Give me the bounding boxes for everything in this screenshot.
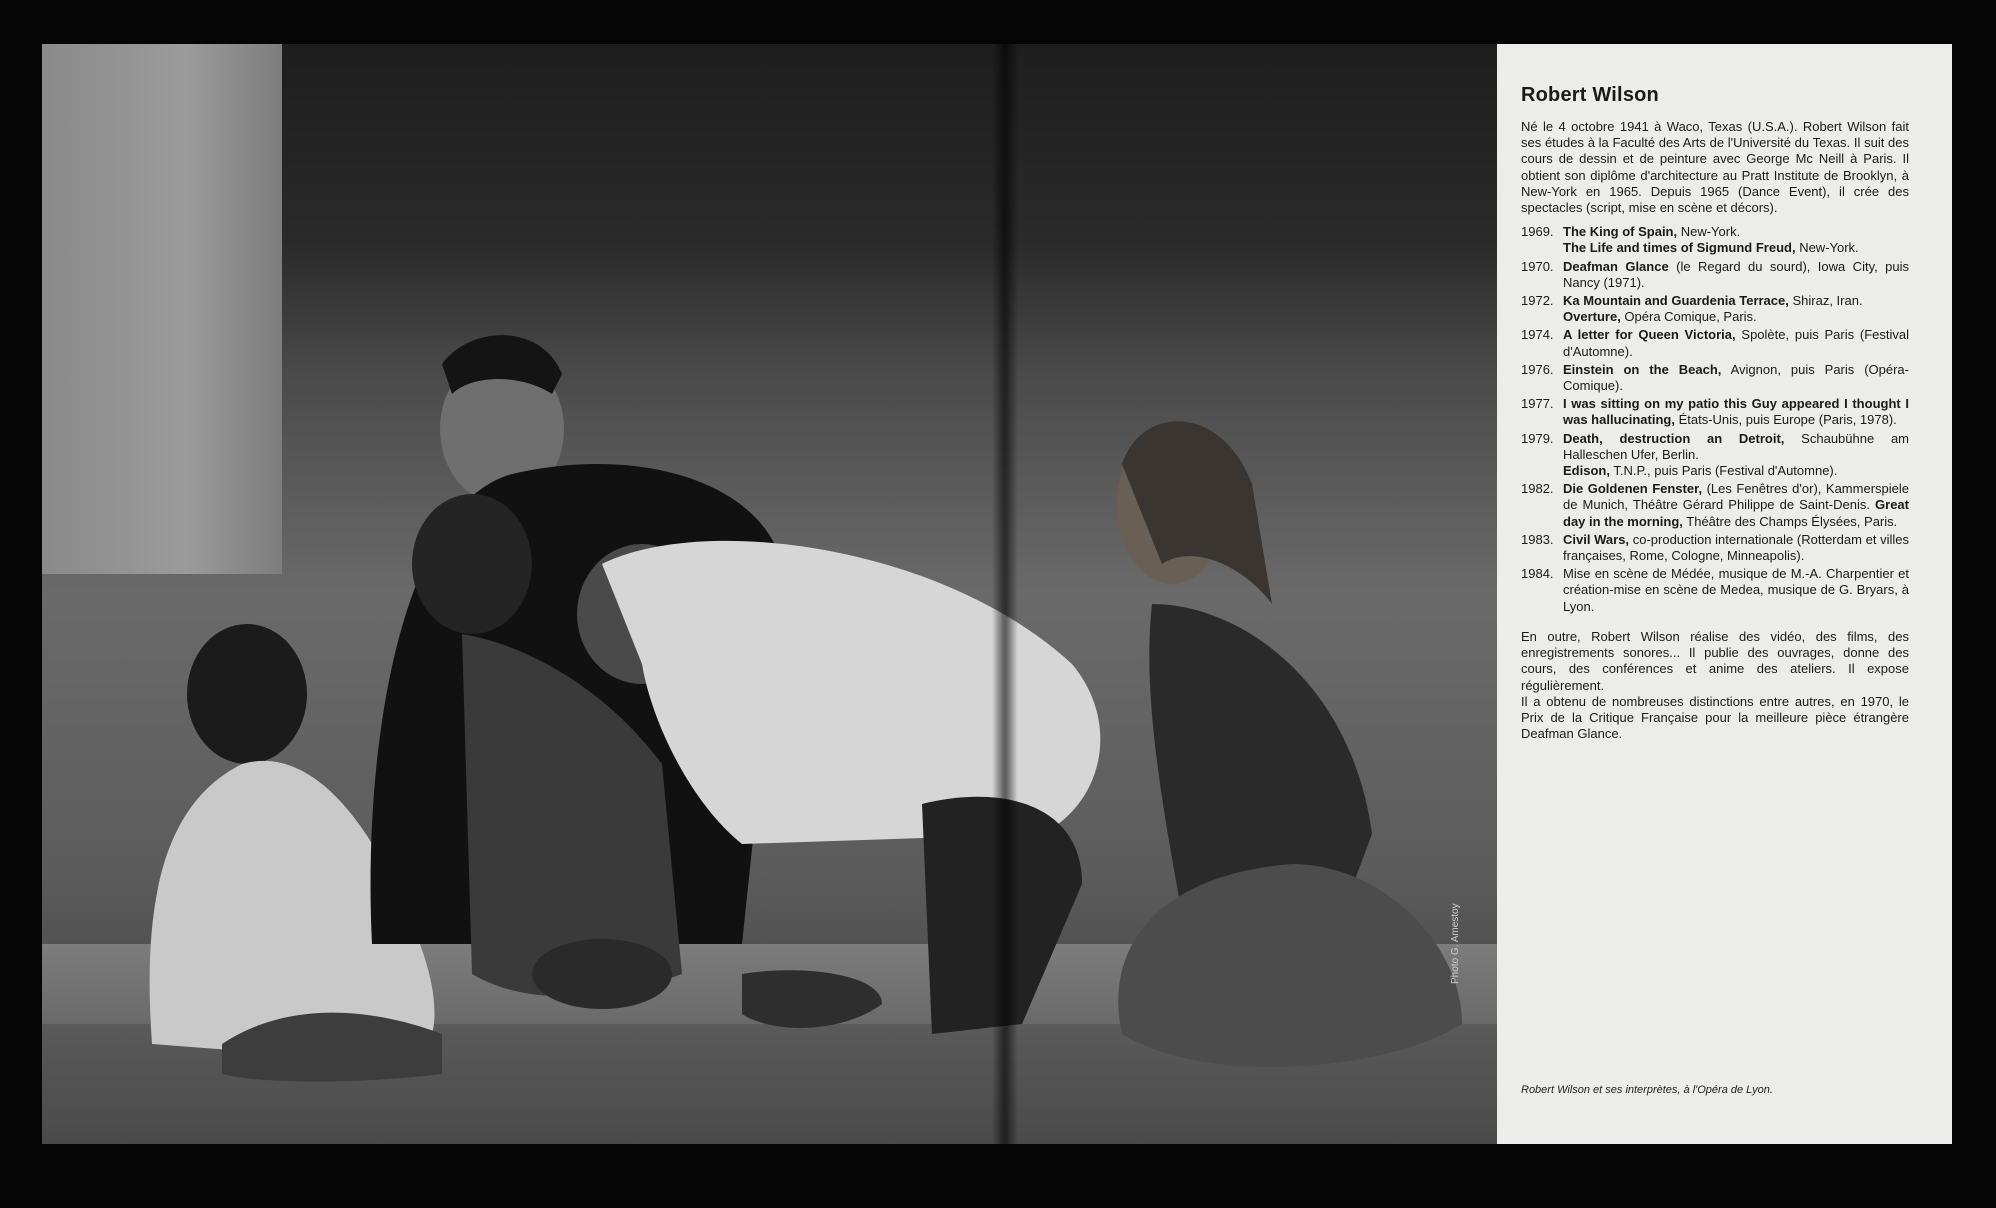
- work-year: 1972.: [1521, 293, 1554, 309]
- work-title: The King of Spain,: [1563, 224, 1678, 240]
- work-title: Einstein on the Beach,: [1563, 361, 1722, 377]
- work-year: 1983.: [1521, 531, 1554, 547]
- kneeling-woman-right-figure: [1117, 421, 1462, 1067]
- work-title: Death, destruction an Detroit,: [1563, 430, 1785, 446]
- works-list: [1521, 224, 1909, 615]
- photo-credit: Photo G. Amestoy: [1450, 903, 1461, 984]
- work-title: Overture,: [1563, 309, 1621, 325]
- closing-section: [1521, 629, 1909, 742]
- work-year: 1969.: [1521, 224, 1554, 240]
- work-item: 1974. A letter for Queen Victoria, Spolète, puis Paris (Festival d'Automne).: [1521, 327, 1909, 359]
- work-year: 1974.: [1521, 327, 1554, 343]
- closing-paragraph: En outre, Robert Wilson réalise des vidéo, des films, des enregistrements sonores... Il publie des ouvrages, donne des cours, des conférences et anime des ateliers. Il expose régulièrement.: [1521, 628, 1909, 693]
- work-year: 1982.: [1521, 481, 1554, 497]
- work-title: Civil Wars,: [1563, 531, 1630, 547]
- booklet-spread: [42, 44, 1952, 1144]
- work-title: Ka Mountain and Guardenia Terrace,: [1563, 293, 1789, 309]
- rehearsal-photo: [42, 44, 1497, 1144]
- work-title: Edison,: [1563, 463, 1610, 479]
- photo-caption: Robert Wilson et ses interprètes, à l'Opéra de Lyon.: [1521, 1084, 1773, 1096]
- work-year: 1979.: [1521, 430, 1554, 446]
- work-title: I was sitting on my patio this Guy appeared I thought I was hallucinating,: [1563, 396, 1909, 428]
- work-title: The Life and times of Sigmund Freud,: [1563, 240, 1796, 256]
- work-title: A letter for Queen Victoria,: [1563, 327, 1736, 343]
- closing-paragraph: Il a obtenu de nombreuses distinctions entre autres, en 1970, le Prix de la Critique Française pour la meilleure pièce étrangère Deafman Glance.: [1521, 693, 1909, 742]
- center-fold: [992, 44, 1018, 1144]
- work-item: 1972. Ka Mountain and Guardenia Terrace, Shiraz, Iran. Overture, Opéra Comique, Paris.: [1521, 293, 1863, 325]
- work-description: Mise en scène de Médée, musique de M.-A. Charpentier et création-mise en scène de Medea, musique de G. Bryars, à Lyon.: [1563, 566, 1909, 614]
- work-year: 1976.: [1521, 361, 1554, 377]
- performers-silhouettes: [42, 44, 1497, 1144]
- work-title: Deafman Glance: [1563, 258, 1669, 274]
- work-item: 1969. The King of Spain, New-York. The Life and times of Sigmund Freud, New-York.: [1521, 224, 1859, 256]
- work-title: Die Goldenen Fenster,: [1563, 481, 1703, 497]
- work-item: [1521, 566, 1909, 615]
- biography-column: [1497, 44, 1952, 1144]
- work-item: 1979. Death, destruction an Detroit, Schaubühne am Halleschen Ufer, Berlin. Edison, T.N.P., puis Paris (Festival d'Automne).: [1521, 430, 1909, 479]
- work-item: 1977. I was sitting on my patio this Guy appeared I thought I was hallucinating, États-Unis, puis Europe (Paris, 1978).: [1521, 396, 1909, 428]
- work-item: 1970. Deafman Glance (le Regard du sourd), Iowa City, puis Nancy (1971).: [1521, 258, 1909, 290]
- article-title: Robert Wilson: [1521, 84, 1659, 106]
- work-item: 1976. Einstein on the Beach, Avignon, puis Paris (Opéra-Comique).: [1521, 361, 1909, 394]
- work-year: 1977.: [1521, 396, 1554, 412]
- work-item: 1983. Civil Wars, co-production internationale (Rotterdam et villes françaises, Rome, Cologne, Minneapolis).: [1521, 531, 1909, 564]
- work-year: 1970.: [1521, 258, 1554, 274]
- work-title: Great day in the morning,: [1563, 497, 1909, 529]
- work-item: 1982. Die Goldenen Fenster, (Les Fenêtres d'or), Kammerspiele de Munich, Théâtre Gérard Philippe de Saint-Denis. Great day in the morning, Théâtre des Champs Élysées, Paris.: [1521, 481, 1909, 529]
- work-year: 1984.: [1521, 566, 1554, 582]
- intro-paragraph: Né le 4 octobre 1941 à Waco, Texas (U.S.A.). Robert Wilson fait ses études à la Faculté des Arts de l'Université du Texas. Il suit des cours de dessin et de peinture avec George Mc Neill à Paris. Il obtient son diplôme d'architecture au Pratt Institute de Brooklyn, à New-York en 1965. Depuis 1965 (Dance Event), il crée des spectacles (script, mise en scène et décors).: [1521, 119, 1909, 216]
